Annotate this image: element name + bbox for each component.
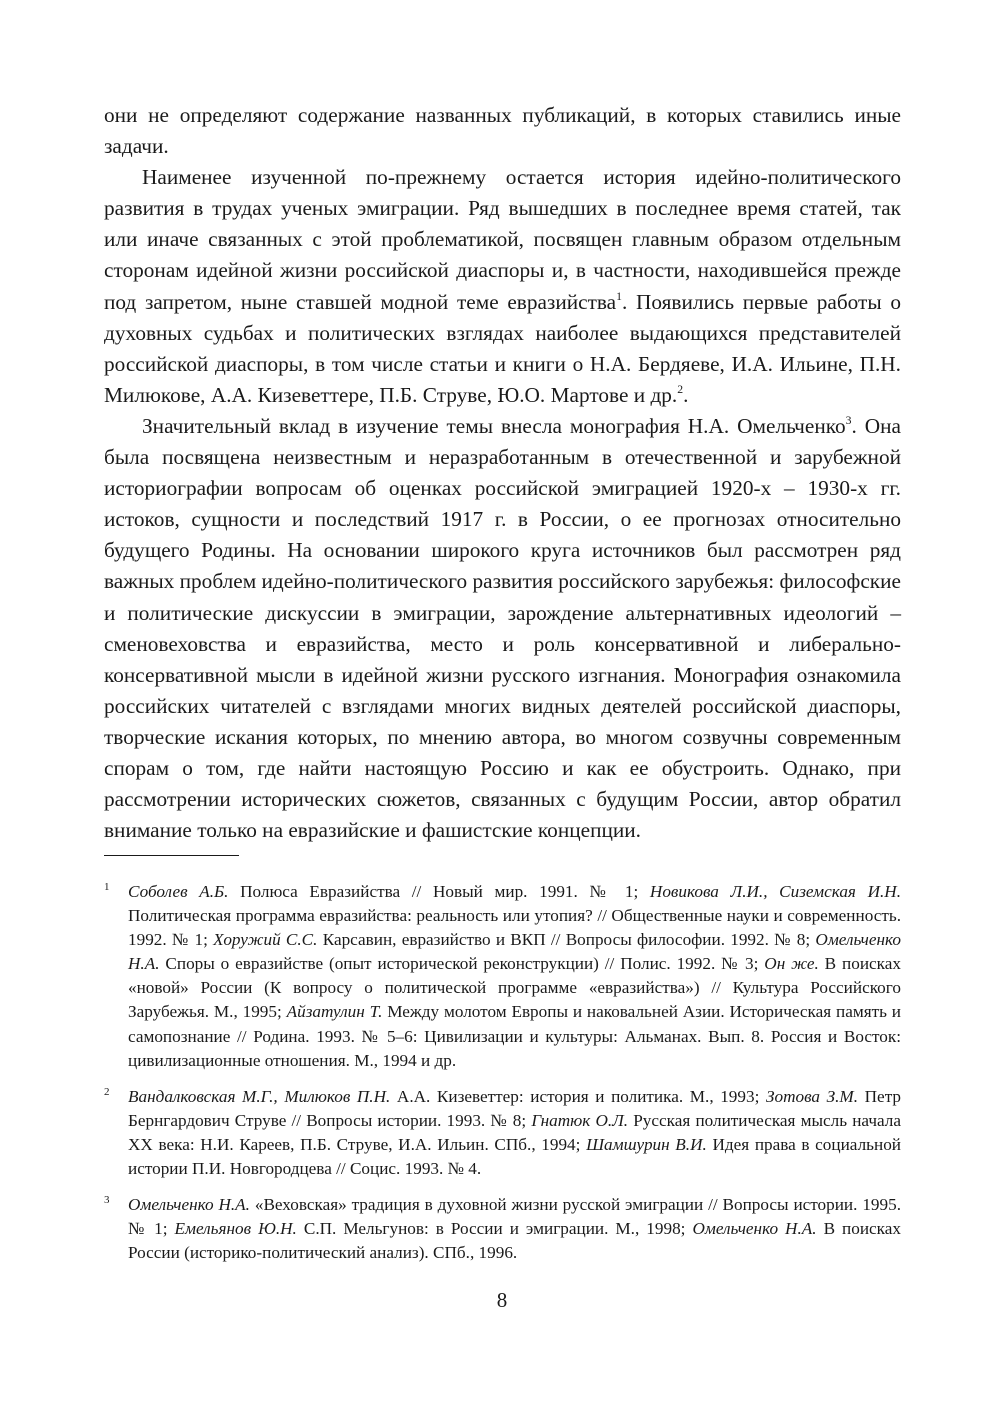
- footnotes: [104, 880, 901, 1277]
- footnote-author: Гнатюк О.Л.: [531, 1110, 629, 1130]
- footnote-author: Омельченко Н.А.: [128, 930, 901, 974]
- footnote-segment: Политическая программа евразийства: реальность или утопия? // Общественные науки и современность. 1992. № 1;: [128, 906, 901, 950]
- footnote-author: Айзатулин Т.: [286, 1002, 383, 1022]
- footnote-number: 3: [104, 1194, 110, 1207]
- footnote-ref-3: 3: [845, 414, 852, 428]
- footnote-author: Шамшурин В.И.: [586, 1134, 707, 1154]
- footnote-3: [104, 1193, 901, 1265]
- footnote-segment: В поисках «новой» России (К вопросу о политической программе «евразийства») // Культура Российского Зарубежья. М., 1995;: [128, 954, 901, 1022]
- page-number: 8: [496, 1288, 508, 1312]
- footnote-text: [128, 1087, 901, 1178]
- paragraph-1: они не определяют содержание названных публикаций, в которых ставились иные задачи.: [104, 103, 901, 159]
- footnote-ref-2: 2: [677, 383, 684, 397]
- footnote-segment: А.А. Кизеветтер: история и политика. М., 1993;: [390, 1086, 766, 1106]
- paragraph-2-text-c: .: [683, 382, 689, 407]
- footnote-author: Омельченко Н.А.: [128, 1195, 250, 1215]
- footnote-author: Новикова Л.И., Сиземская И.Н.: [649, 882, 901, 901]
- footnote-2: [104, 1085, 901, 1181]
- footnote-number: 2: [104, 1085, 110, 1098]
- footnote-segment: Карсавин, евразийство и ВКП // Вопросы философии. 1992. № 8;: [317, 930, 816, 950]
- footnote-text: [128, 1195, 901, 1262]
- footnote-segment: Полюса Евразийства // Новый мир. 1991. № 1;: [228, 882, 650, 901]
- paragraph-3: [104, 411, 901, 846]
- footnote-number: 1: [104, 881, 110, 893]
- paragraph-2-text-a: Наименее изученной по-прежнему остается история идейно-политического развития в трудах ученых эмиграции. Ряд вышедших в последнее время статей, так или иначе связанных с этой проблематикой, посвящен главным образом отдельным сторонам идейной жизни российской диаспоры и, в частности, находившейся прежде под запретом, ныне ставшей модной теме евразийства: [104, 165, 901, 314]
- footnote-author: Вандалковская М.Г., Милюков П.Н.: [128, 1086, 391, 1106]
- footnote-author: Емельянов Ю.Н.: [174, 1219, 297, 1239]
- footnote-segment: Между молотом Европы и наковальней Азии. Историческая память и самопознание // Родина. 1993. № 5–6: Цивилизации и культуры: Альманах. Вып. 8. Россия и Восток: цивилизационные отношения. М., 1994 и др.: [128, 1002, 901, 1070]
- footnote-segment: В поисках России (историко-политический анализ). СПб., 1996.: [128, 1219, 901, 1263]
- paragraph-3-text-b: . Она была посвящена неизвестным и неразработанным в отечественной и зарубежной историографии вопросам об оценках российской эмиграцией 1920-х – 1930-х гг. истоков, сущности и последствий 1917 г. в России, о ее прогнозах относительно будущего Родины. На основании широкого круга источников был рассмотрен ряд важных проблем идейно-политического развития российского зарубежья: философские и политические дискуссии в эмиграции, зарождение альтернативных идеологий – сменовеховства и евразийства, место и роль консервативной и либерально-консервативной мысли в идейной жизни русского изгнания. Монография ознакомила российских читателей с взглядами многих видных деятелей российской диаспоры, творческие искания которых, по мнению автора, во многом созвучны современным спорам о том, где найти настоящую Россию и как ее обустроить. Однако, при рассмотрении исторических сюжетов, связанных с будущим России, автор обратил внимание только на евразийские и фашистские концепции.: [104, 413, 901, 843]
- footnote-author: Хоружий С.С.: [213, 930, 318, 950]
- paragraph-2-text-b: . Появились первые работы о духовных судьбах и политических взглядах наиболее выдающихся представителей российской диаспоры, в том числе статьи и книги о Н.А. Бердяеве, И.А. Ильине, П.Н. Милюкове, А.А. Кизеветтере, П.Б. Струве, Ю.О. Мартове и др.: [104, 289, 901, 407]
- footnote-author: Омельченко Н.А.: [692, 1219, 817, 1239]
- footnote-segment: Петр Бернгардович Струве // Вопросы истории. 1993. № 8;: [128, 1086, 902, 1130]
- footnote-author: Соболев А.Б.: [128, 882, 229, 901]
- footnote-segment: Идея права в социальной истории П.И. Новгородцева // Социс. 1993. № 4.: [128, 1134, 901, 1179]
- paragraph-3-text-a: Значительный вклад в изучение темы внесла монография Н.А. Омельченко: [142, 413, 846, 438]
- footnote-author: Зотова З.М.: [765, 1086, 859, 1106]
- footnote-1: [104, 880, 901, 1073]
- footnote-segment: Русская политическая мысль начала XX века: Н.И. Кареев, П.Б. Струве, И.А. Ильин. СПб., 1994;: [128, 1110, 901, 1154]
- footnote-author: Он же.: [764, 954, 819, 974]
- main-text: [104, 100, 901, 846]
- footnote-separator: [104, 855, 239, 856]
- footnote-segment: Споры о евразийстве (опыт исторической реконструкции) // Полис. 1992. № 3;: [159, 954, 765, 974]
- footnote-ref-1: 1: [616, 289, 622, 303]
- footnote-text: [128, 882, 901, 1070]
- footnote-segment: С.П. Мельгунов: в России и эмиграции. М., 1998;: [296, 1219, 693, 1239]
- paragraph-2: [104, 162, 901, 411]
- footnote-segment: «Веховская» традиция в духовной жизни русской эмиграции // Вопросы истории. 1995. № 1;: [128, 1195, 901, 1239]
